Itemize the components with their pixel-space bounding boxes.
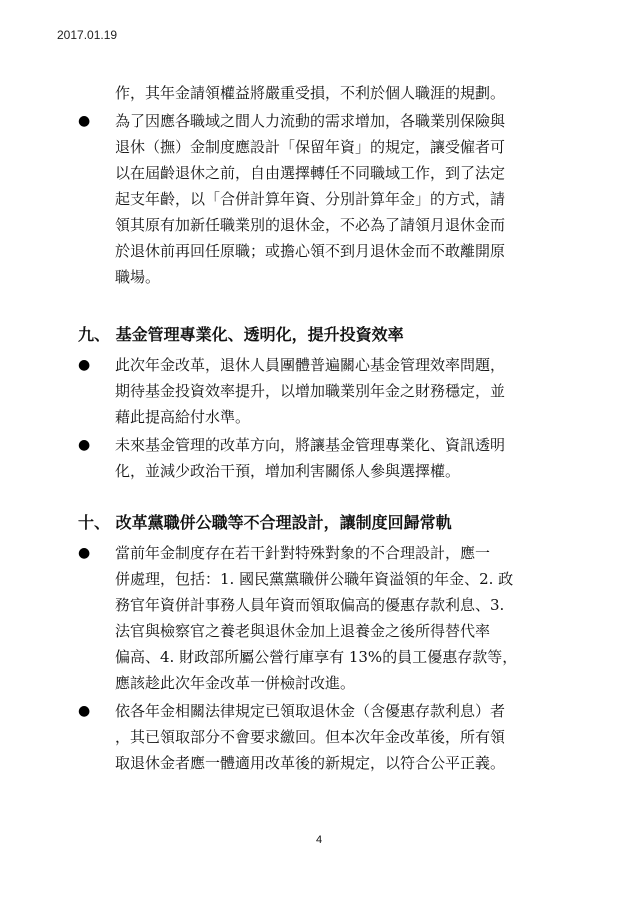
bullet-icon: ● [78, 357, 91, 373]
paragraph [115, 108, 565, 290]
text-line: 化，並減少政治干預，增加利害關係人參與選擇權。 [115, 462, 461, 480]
text-line: 偏高、4. 財政部所屬公營行庫享有 13%的員工優惠存款等， [115, 648, 518, 666]
text-line: ，其已領取部分不會要求繳回。但本次年金改革後，所有領 [115, 728, 506, 746]
text-line: 務官年資併計事務人員年資而領取偏高的優惠存款利息、3. [115, 596, 505, 614]
text-line: 應該趁此次年金改革一併檢討改進。 [115, 674, 356, 692]
paragraph [115, 352, 565, 430]
text-line: 期待基金投資效率提升，以增加職業別年金之財務穩定，並 [115, 382, 506, 400]
document-date: 2017.01.19 [57, 28, 118, 42]
text-line: 起支年齡，以「合併計算年資、分別計算年金」的方式，請 [115, 190, 506, 208]
text-line: 退休（撫）金制度應設計「保留年資」的規定，讓受僱者可 [115, 138, 506, 156]
text-line: 未來基金管理的改革方向，將讓基金管理專業化、資訊透明 [115, 436, 506, 454]
paragraph [115, 698, 565, 776]
text-line: 此次年金改革，退休人員團體普遍關心基金管理效率問題， [115, 356, 506, 374]
section-heading: 九、 基金管理專業化、透明化，提升投資效率 [78, 325, 404, 344]
text-line: 領其原有加新任職業別的退休金，不必為了請領月退休金而 [115, 216, 506, 234]
bullet-icon: ● [78, 703, 91, 719]
section-heading: 十、 改革黨職併公職等不合理設計，讓制度回歸常軌 [78, 513, 452, 532]
text-line: 以在屆齡退休之前，自由選擇轉任不同職域工作，到了法定 [115, 164, 506, 182]
continuation-line: 作，其年金請領權益將嚴重受損，不利於個人職涯的規劃。 [115, 84, 506, 102]
text-line: 職場。 [115, 268, 161, 286]
text-line: 依各年金相關法律規定已領取退休金（含優惠存款利息）者 [115, 702, 506, 720]
text-line: 藉此提高給付水準。 [115, 408, 251, 426]
paragraph [115, 540, 565, 696]
text-line: 併處理，包括：1. 國民黨黨職併公職年資溢領的年金、2. 政 [115, 570, 514, 588]
text-line: 取退休金者應一體適用改革後的新規定，以符合公平正義。 [115, 754, 506, 772]
bullet-icon: ● [78, 545, 91, 561]
page-number: 4 [315, 834, 323, 846]
bullet-icon: ● [78, 113, 91, 129]
paragraph [115, 432, 565, 484]
text-line: 當前年金制度存在若干針對特殊對象的不合理設計，應一 [115, 544, 491, 562]
bullet-icon: ● [78, 437, 91, 453]
text-line: 法官與檢察官之養老與退休金加上退養金之後所得替代率 [115, 622, 491, 640]
text-line: 於退休前再回任原職；或擔心領不到月退休金而不敢離開原 [115, 242, 506, 260]
text-line: 為了因應各職域之間人力流動的需求增加，各職業別保險與 [115, 112, 506, 130]
